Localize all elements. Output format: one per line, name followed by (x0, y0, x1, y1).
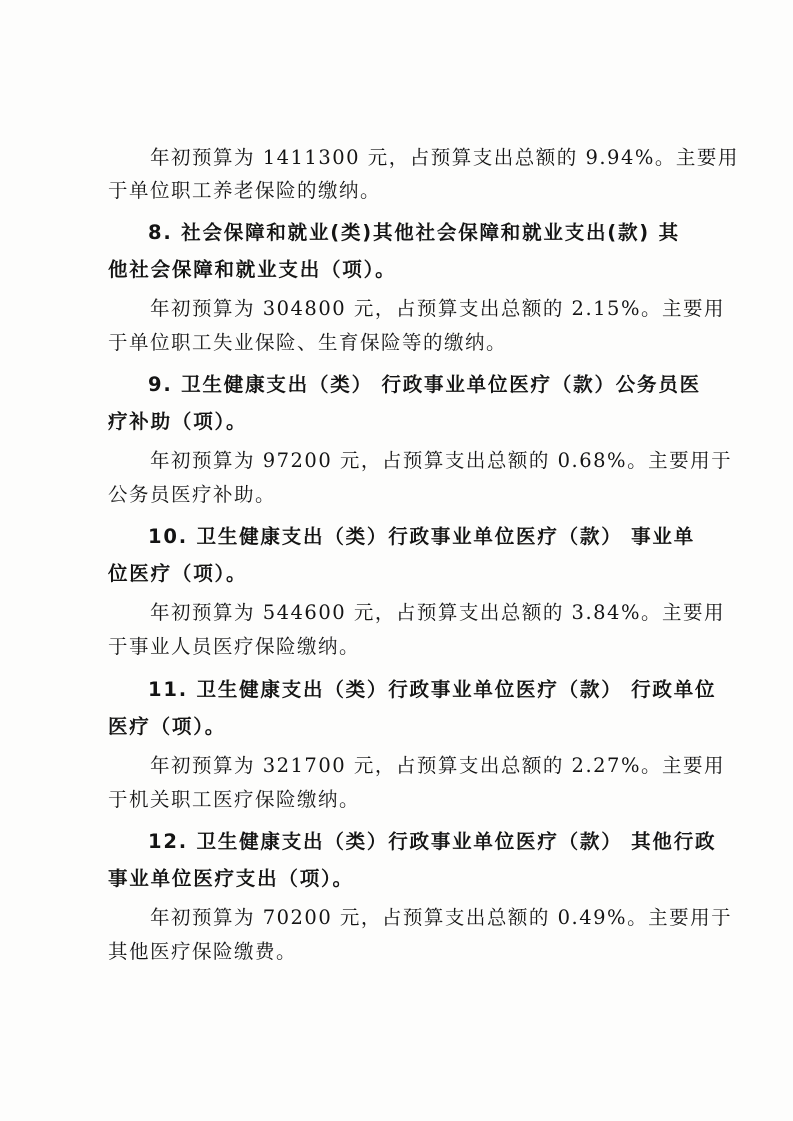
paragraph-line: 年初预算为 321700 元，占预算支出总额的 2.27%。主要用 (150, 754, 725, 777)
paragraph-line: 年初预算为 1411300 元，占预算支出总额的 9.94%。主要用 (150, 146, 739, 169)
paragraph-line: 于单位职工养老保险的缴纳。 (108, 179, 382, 202)
paragraph-line: 年初预算为 304800 元，占预算支出总额的 2.15%。主要用 (150, 297, 725, 320)
paragraph-line: 年初预算为 544600 元，占预算支出总额的 3.84%。主要用 (150, 601, 725, 624)
section-heading: 11. 卫生健康支出（类）行政事业单位医疗（款） 行政单位 (148, 678, 717, 701)
section-heading: 事业单位医疗支出（项）。 (108, 867, 354, 890)
paragraph-line: 其他医疗保险缴费。 (108, 940, 298, 963)
paragraph-line: 于机关职工医疗保险缴纳。 (108, 788, 361, 811)
section-heading: 医疗（项）。 (108, 715, 227, 738)
paragraph-line: 于事业人员医疗保险缴纳。 (108, 635, 361, 658)
paragraph-line: 年初预算为 70200 元，占预算支出总额的 0.49%。主要用于 (150, 906, 733, 929)
section-heading: 12. 卫生健康支出（类）行政事业单位医疗（款） 其他行政 (148, 830, 717, 853)
section-heading: 9. 卫生健康支出（类） 行政事业单位医疗（款）公务员医 (148, 373, 701, 396)
section-heading: 位医疗（项）。 (108, 562, 248, 585)
paragraph-line: 年初预算为 97200 元，占预算支出总额的 0.68%。主要用于 (150, 449, 733, 472)
section-heading: 疗补助（项）。 (108, 410, 248, 433)
section-heading: 8. 社会保障和就业(类)其他社会保障和就业支出(款) 其 (148, 221, 680, 244)
paragraph-line: 于单位职工失业保险、生育保险等的缴纳。 (108, 331, 508, 354)
section-heading: 他社会保障和就业支出（项）。 (108, 258, 397, 281)
paragraph-line: 公务员医疗补助。 (108, 483, 277, 506)
section-heading: 10. 卫生健康支出（类）行政事业单位医疗（款） 事业单 (148, 525, 696, 548)
